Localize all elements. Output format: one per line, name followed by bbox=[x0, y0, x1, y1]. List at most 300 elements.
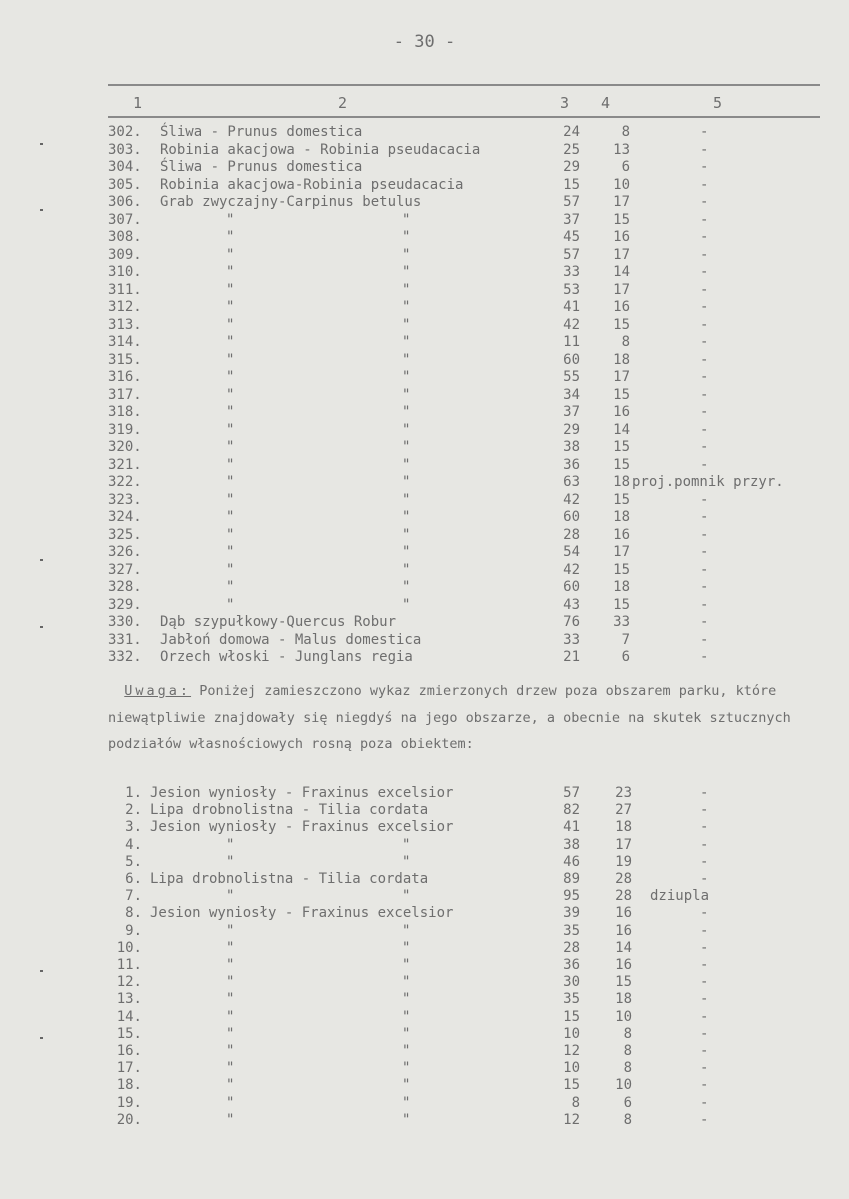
remarks: - bbox=[700, 561, 709, 578]
height-value: 8 bbox=[623, 1043, 632, 1059]
height-value: 15 bbox=[613, 211, 630, 228]
circumference-value: 63 bbox=[563, 474, 580, 490]
row-number: 316. bbox=[108, 369, 142, 385]
remarks: - bbox=[700, 785, 709, 801]
height-value: 10 bbox=[615, 1008, 632, 1025]
circumference-value: 57 bbox=[563, 194, 580, 210]
height-value: 18 bbox=[613, 351, 630, 368]
table-row bbox=[0, 422, 849, 439]
row-number: 321. bbox=[108, 456, 142, 473]
species-name: Robinia akacjowa - Robinia pseudacacia bbox=[160, 141, 481, 158]
table-row bbox=[0, 888, 849, 905]
table-row bbox=[0, 457, 849, 474]
circumference-value: 57 bbox=[563, 246, 580, 263]
row-number: 311. bbox=[108, 281, 142, 298]
table-row bbox=[0, 177, 849, 194]
ditto-mark: " bbox=[226, 1008, 235, 1025]
ditto-mark: " bbox=[402, 526, 411, 543]
height-value: 8 bbox=[621, 124, 630, 140]
row-number: 319. bbox=[108, 421, 142, 438]
table-row bbox=[0, 212, 849, 229]
height-value: 16 bbox=[613, 299, 630, 315]
circumference-value: 34 bbox=[563, 386, 580, 403]
remarks: - bbox=[700, 819, 709, 836]
table-row bbox=[0, 1077, 849, 1094]
table-row bbox=[0, 785, 849, 802]
ditto-mark: " bbox=[226, 351, 235, 368]
note-text: Poniżej zamieszczono wykaz zmierzonych drzew poza obszarem parku, które niewątpliwie znajdowały się niegdyś na jego obszarze, a obecnie na skutek sztucznych podziałów własnościowych rosną poza obiektem: bbox=[108, 683, 791, 752]
circumference-value: 28 bbox=[563, 526, 580, 543]
circumference-value: 30 bbox=[563, 974, 580, 991]
remarks: - bbox=[700, 544, 709, 560]
table-top-rule bbox=[108, 84, 820, 86]
ditto-mark: " bbox=[226, 957, 235, 973]
margin-mark bbox=[40, 143, 43, 145]
remarks: - bbox=[700, 579, 709, 595]
circumference-value: 35 bbox=[563, 922, 580, 939]
circumference-value: 53 bbox=[563, 281, 580, 298]
margin-mark bbox=[40, 559, 43, 561]
remarks: - bbox=[700, 246, 709, 263]
ditto-mark: " bbox=[226, 991, 235, 1008]
height-value: 17 bbox=[615, 836, 632, 853]
row-number: 1. bbox=[125, 785, 142, 801]
ditto-mark: " bbox=[402, 491, 411, 508]
row-number: 313. bbox=[108, 316, 142, 333]
species-name: Jesion wyniosły - Fraxinus excelsior bbox=[150, 785, 454, 801]
species-name: Jabłoń domowa - Malus domestica bbox=[160, 631, 422, 648]
row-number: 2. bbox=[125, 802, 142, 819]
ditto-mark: " bbox=[226, 491, 235, 508]
ditto-mark: " bbox=[402, 1111, 411, 1128]
height-value: 13 bbox=[613, 141, 630, 158]
ditto-mark: " bbox=[226, 579, 235, 595]
ditto-mark: " bbox=[226, 474, 235, 490]
row-number: 3. bbox=[125, 819, 142, 836]
table-row bbox=[0, 264, 849, 281]
table-row bbox=[0, 871, 849, 888]
circumference-value: 42 bbox=[563, 491, 580, 508]
remarks: - bbox=[700, 649, 709, 665]
table-row bbox=[0, 649, 849, 666]
ditto-mark: " bbox=[402, 579, 411, 595]
circumference-value: 41 bbox=[563, 299, 580, 315]
ditto-mark: " bbox=[402, 246, 411, 263]
table-row bbox=[0, 802, 849, 819]
circumference-value: 15 bbox=[563, 176, 580, 193]
ditto-mark: " bbox=[402, 888, 411, 905]
row-number: 309. bbox=[108, 246, 142, 263]
circumference-value: 55 bbox=[563, 369, 580, 385]
table-row bbox=[0, 492, 849, 509]
table-row bbox=[0, 247, 849, 264]
species-name: Śliwa - Prunus domestica bbox=[160, 159, 363, 175]
row-number: 9. bbox=[125, 922, 142, 939]
ditto-mark: " bbox=[226, 369, 235, 385]
circumference-value: 12 bbox=[563, 1111, 580, 1128]
row-number: 13. bbox=[116, 991, 142, 1008]
column-header-5: 5 bbox=[713, 94, 723, 112]
remarks: dziupla bbox=[650, 888, 710, 905]
circumference-value: 38 bbox=[563, 439, 580, 455]
row-number: 308. bbox=[108, 229, 142, 245]
circumference-value: 76 bbox=[563, 614, 580, 630]
height-value: 7 bbox=[621, 631, 630, 648]
ditto-mark: " bbox=[226, 596, 235, 613]
height-value: 15 bbox=[613, 491, 630, 508]
ditto-mark: " bbox=[226, 404, 235, 420]
remarks: - bbox=[700, 922, 709, 939]
column-header-1: 1 bbox=[133, 94, 143, 112]
margin-mark bbox=[40, 970, 43, 972]
height-value: 16 bbox=[615, 957, 632, 973]
circumference-value: 42 bbox=[563, 316, 580, 333]
height-value: 16 bbox=[613, 404, 630, 420]
ditto-mark: " bbox=[402, 836, 411, 853]
ditto-mark: " bbox=[226, 281, 235, 298]
species-name: Dąb szypułkowy-Quercus Robur bbox=[160, 614, 397, 630]
table-row bbox=[0, 159, 849, 176]
height-value: 6 bbox=[621, 159, 630, 175]
height-value: 16 bbox=[613, 229, 630, 245]
height-value: 33 bbox=[613, 614, 630, 630]
table-row bbox=[0, 632, 849, 649]
row-number: 328. bbox=[108, 579, 142, 595]
height-value: 18 bbox=[613, 579, 630, 595]
circumference-value: 35 bbox=[563, 991, 580, 1008]
row-number: 330. bbox=[108, 614, 142, 630]
remarks: - bbox=[700, 509, 709, 525]
ditto-mark: " bbox=[402, 1043, 411, 1059]
height-value: 23 bbox=[615, 785, 632, 801]
ditto-mark: " bbox=[226, 922, 235, 939]
circumference-value: 10 bbox=[563, 1025, 580, 1042]
ditto-mark: " bbox=[226, 1077, 235, 1094]
remarks: - bbox=[700, 211, 709, 228]
table-row bbox=[0, 923, 849, 940]
circumference-value: 21 bbox=[563, 649, 580, 665]
margin-mark bbox=[40, 626, 43, 628]
table-row bbox=[0, 974, 849, 991]
table-row bbox=[0, 387, 849, 404]
ditto-mark: " bbox=[402, 991, 411, 1008]
species-name: Jesion wyniosły - Fraxinus excelsior bbox=[150, 905, 454, 922]
margin-mark bbox=[40, 1037, 43, 1039]
remarks: - bbox=[700, 334, 709, 350]
height-value: 28 bbox=[615, 871, 632, 887]
ditto-mark: " bbox=[402, 229, 411, 245]
height-value: 16 bbox=[615, 922, 632, 939]
ditto-mark: " bbox=[402, 509, 411, 525]
table-row bbox=[0, 282, 849, 299]
height-value: 8 bbox=[623, 1111, 632, 1128]
row-number: 6. bbox=[125, 871, 142, 887]
height-value: 10 bbox=[613, 176, 630, 193]
table-row bbox=[0, 404, 849, 421]
ditto-mark: " bbox=[226, 836, 235, 853]
row-number: 323. bbox=[108, 491, 142, 508]
circumference-value: 38 bbox=[563, 836, 580, 853]
row-number: 332. bbox=[108, 649, 142, 665]
row-number: 325. bbox=[108, 526, 142, 543]
height-value: 17 bbox=[613, 246, 630, 263]
row-number: 315. bbox=[108, 351, 142, 368]
height-value: 16 bbox=[613, 526, 630, 543]
circumference-value: 82 bbox=[563, 802, 580, 819]
row-number: 304. bbox=[108, 159, 142, 175]
circumference-value: 11 bbox=[563, 334, 580, 350]
height-value: 15 bbox=[613, 456, 630, 473]
circumference-value: 24 bbox=[563, 124, 580, 140]
circumference-value: 57 bbox=[563, 785, 580, 801]
ditto-mark: " bbox=[226, 264, 235, 280]
remarks: - bbox=[700, 802, 709, 819]
remarks: proj.pomnik przyr. bbox=[632, 474, 784, 490]
remarks: - bbox=[700, 631, 709, 648]
ditto-mark: " bbox=[226, 246, 235, 263]
height-value: 18 bbox=[613, 509, 630, 525]
column-header-3: 3 bbox=[560, 94, 570, 112]
height-value: 17 bbox=[613, 194, 630, 210]
table-row bbox=[0, 544, 849, 561]
ditto-mark: " bbox=[226, 316, 235, 333]
ditto-mark: " bbox=[226, 853, 235, 870]
remarks: - bbox=[700, 614, 709, 630]
ditto-mark: " bbox=[226, 1111, 235, 1128]
row-number: 302. bbox=[108, 124, 142, 140]
row-number: 314. bbox=[108, 334, 142, 350]
remarks: - bbox=[700, 386, 709, 403]
ditto-mark: " bbox=[226, 544, 235, 560]
ditto-mark: " bbox=[402, 211, 411, 228]
remarks: - bbox=[700, 871, 709, 887]
remarks: - bbox=[700, 229, 709, 245]
table-row bbox=[0, 299, 849, 316]
circumference-value: 60 bbox=[563, 579, 580, 595]
species-name: Śliwa - Prunus domestica bbox=[160, 124, 363, 140]
height-value: 14 bbox=[615, 939, 632, 956]
height-value: 10 bbox=[615, 1077, 632, 1094]
species-name: Lipa drobnolistna - Tilia cordata bbox=[150, 871, 429, 887]
remarks: - bbox=[700, 853, 709, 870]
row-number: 324. bbox=[108, 509, 142, 525]
remarks: - bbox=[700, 1111, 709, 1128]
circumference-value: 15 bbox=[563, 1008, 580, 1025]
height-value: 17 bbox=[613, 369, 630, 385]
ditto-mark: " bbox=[226, 561, 235, 578]
row-number: 320. bbox=[108, 439, 142, 455]
ditto-mark: " bbox=[402, 281, 411, 298]
ditto-mark: " bbox=[402, 439, 411, 455]
species-name: Jesion wyniosły - Fraxinus excelsior bbox=[150, 819, 454, 836]
remarks: - bbox=[700, 991, 709, 1008]
circumference-value: 46 bbox=[563, 853, 580, 870]
table-header-rule bbox=[108, 116, 820, 118]
row-number: 7. bbox=[125, 888, 142, 905]
height-value: 18 bbox=[615, 819, 632, 836]
ditto-mark: " bbox=[226, 334, 235, 350]
species-name: Orzech włoski - Junglans regia bbox=[160, 649, 413, 665]
ditto-mark: " bbox=[402, 1025, 411, 1042]
remarks: - bbox=[700, 141, 709, 158]
table-row bbox=[0, 854, 849, 871]
remarks: - bbox=[700, 836, 709, 853]
table-row bbox=[0, 194, 849, 211]
ditto-mark: " bbox=[226, 888, 235, 905]
ditto-mark: " bbox=[402, 456, 411, 473]
note-paragraph bbox=[108, 678, 828, 758]
circumference-value: 37 bbox=[563, 404, 580, 420]
table-row bbox=[0, 991, 849, 1008]
circumference-value: 15 bbox=[563, 1077, 580, 1094]
ditto-mark: " bbox=[226, 1094, 235, 1111]
remarks: - bbox=[700, 526, 709, 543]
height-value: 8 bbox=[623, 1060, 632, 1077]
table-row bbox=[0, 1060, 849, 1077]
row-number: 19. bbox=[116, 1094, 142, 1111]
table-row bbox=[0, 352, 849, 369]
ditto-mark: " bbox=[226, 456, 235, 473]
circumference-value: 37 bbox=[563, 211, 580, 228]
row-number: 10. bbox=[116, 939, 142, 956]
table-row bbox=[0, 527, 849, 544]
ditto-mark: " bbox=[402, 596, 411, 613]
table-row bbox=[0, 439, 849, 456]
height-value: 15 bbox=[613, 439, 630, 455]
remarks: - bbox=[700, 194, 709, 210]
circumference-value: 29 bbox=[563, 159, 580, 175]
height-value: 18 bbox=[613, 474, 630, 490]
remarks: - bbox=[700, 351, 709, 368]
circumference-value: 45 bbox=[563, 229, 580, 245]
row-number: 331. bbox=[108, 631, 142, 648]
ditto-mark: " bbox=[226, 386, 235, 403]
height-value: 8 bbox=[621, 334, 630, 350]
ditto-mark: " bbox=[226, 229, 235, 245]
ditto-mark: " bbox=[402, 421, 411, 438]
table-row bbox=[0, 1009, 849, 1026]
table-row bbox=[0, 509, 849, 526]
table-row bbox=[0, 369, 849, 386]
circumference-value: 36 bbox=[563, 456, 580, 473]
ditto-mark: " bbox=[402, 1077, 411, 1094]
species-name: Robinia akacjowa-Robinia pseudacacia bbox=[160, 176, 464, 193]
ditto-mark: " bbox=[402, 1060, 411, 1077]
table-row bbox=[0, 562, 849, 579]
remarks: - bbox=[700, 176, 709, 193]
row-number: 14. bbox=[116, 1008, 142, 1025]
table-row bbox=[0, 905, 849, 922]
ditto-mark: " bbox=[402, 351, 411, 368]
table-row bbox=[0, 334, 849, 351]
ditto-mark: " bbox=[226, 1043, 235, 1059]
ditto-mark: " bbox=[402, 957, 411, 973]
circumference-value: 28 bbox=[563, 939, 580, 956]
table-row bbox=[0, 474, 849, 491]
ditto-mark: " bbox=[226, 299, 235, 315]
remarks: - bbox=[700, 1008, 709, 1025]
ditto-mark: " bbox=[402, 939, 411, 956]
note-label: Uwaga: bbox=[124, 683, 192, 699]
row-number: 306. bbox=[108, 194, 142, 210]
row-number: 329. bbox=[108, 596, 142, 613]
height-value: 17 bbox=[613, 544, 630, 560]
height-value: 15 bbox=[613, 596, 630, 613]
species-name: Grab zwyczajny-Carpinus betulus bbox=[160, 194, 422, 210]
table-row bbox=[0, 1095, 849, 1112]
ditto-mark: " bbox=[226, 974, 235, 991]
remarks: - bbox=[700, 905, 709, 922]
remarks: - bbox=[700, 299, 709, 315]
height-value: 14 bbox=[613, 421, 630, 438]
height-value: 15 bbox=[613, 316, 630, 333]
ditto-mark: " bbox=[226, 509, 235, 525]
row-number: 4. bbox=[125, 836, 142, 853]
ditto-mark: " bbox=[402, 561, 411, 578]
row-number: 20. bbox=[116, 1111, 142, 1128]
ditto-mark: " bbox=[402, 544, 411, 560]
height-value: 15 bbox=[613, 561, 630, 578]
remarks: - bbox=[700, 281, 709, 298]
table-row bbox=[0, 1043, 849, 1060]
circumference-value: 89 bbox=[563, 871, 580, 887]
remarks: - bbox=[700, 957, 709, 973]
remarks: - bbox=[700, 1077, 709, 1094]
table-row bbox=[0, 837, 849, 854]
circumference-value: 60 bbox=[563, 351, 580, 368]
ditto-mark: " bbox=[226, 526, 235, 543]
ditto-mark: " bbox=[402, 299, 411, 315]
ditto-mark: " bbox=[226, 1060, 235, 1077]
height-value: 14 bbox=[613, 264, 630, 280]
table-row bbox=[0, 142, 849, 159]
circumference-value: 36 bbox=[563, 957, 580, 973]
row-number: 318. bbox=[108, 404, 142, 420]
ditto-mark: " bbox=[226, 421, 235, 438]
table-row bbox=[0, 940, 849, 957]
remarks: - bbox=[700, 974, 709, 991]
remarks: - bbox=[700, 939, 709, 956]
ditto-mark: " bbox=[226, 439, 235, 455]
table-row bbox=[0, 1026, 849, 1043]
height-value: 6 bbox=[621, 649, 630, 665]
ditto-mark: " bbox=[402, 404, 411, 420]
circumference-value: 33 bbox=[563, 631, 580, 648]
column-header-4: 4 bbox=[601, 94, 611, 112]
remarks: - bbox=[700, 124, 709, 140]
remarks: - bbox=[700, 159, 709, 175]
ditto-mark: " bbox=[402, 922, 411, 939]
height-value: 8 bbox=[623, 1025, 632, 1042]
table-row bbox=[0, 597, 849, 614]
circumference-value: 95 bbox=[563, 888, 580, 905]
remarks: - bbox=[700, 456, 709, 473]
page-number: - 30 - bbox=[393, 32, 456, 52]
ditto-mark: " bbox=[226, 939, 235, 956]
table-row bbox=[0, 317, 849, 334]
row-number: 11. bbox=[116, 957, 142, 973]
remarks: - bbox=[700, 596, 709, 613]
ditto-mark: " bbox=[226, 211, 235, 228]
circumference-value: 54 bbox=[563, 544, 580, 560]
circumference-value: 10 bbox=[563, 1060, 580, 1077]
remarks: - bbox=[700, 439, 709, 455]
height-value: 18 bbox=[615, 991, 632, 1008]
row-number: 317. bbox=[108, 386, 142, 403]
ditto-mark: " bbox=[402, 474, 411, 490]
remarks: - bbox=[700, 1025, 709, 1042]
row-number: 312. bbox=[108, 299, 142, 315]
